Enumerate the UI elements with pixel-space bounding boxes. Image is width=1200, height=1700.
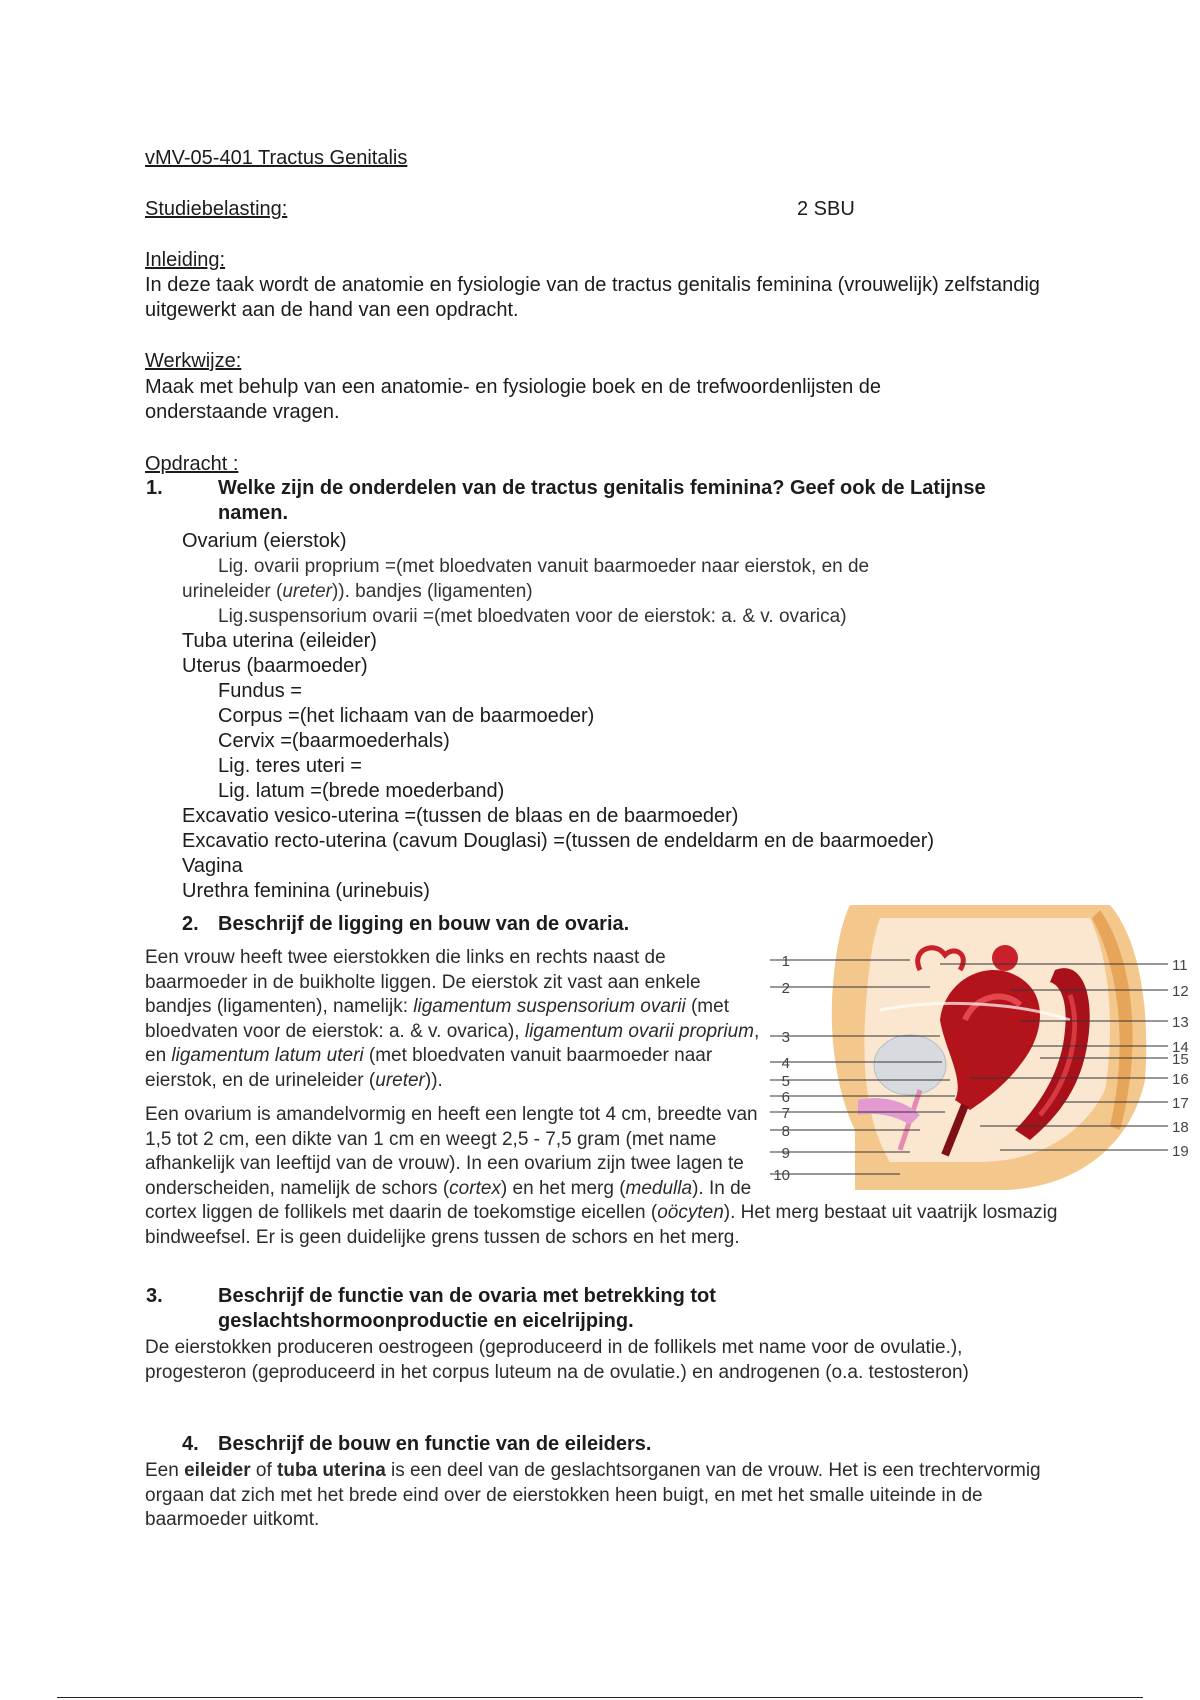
label-11: 11 <box>1172 957 1188 974</box>
footer-rule <box>57 1697 1143 1698</box>
document-title: vMV-05-401 Tractus Genitalis <box>145 147 408 169</box>
opdracht-label: Opdracht : <box>145 453 239 475</box>
item-ovarium: Ovarium (eierstok) <box>182 530 347 552</box>
answer-2-paragraph-2: Een ovarium is amandelvormig en heeft een lengte tot 4 cm, breedte van 1,5 tot 2 cm, een dikte van 1 cm en weegt 2,5 - 7,5 gram (met name afhankelijk van leeftijd van de vrouw). In een ovarium zijn twee lagen te onderscheiden, namelijk de schors (cortex) en het merg (medulla). In de cortex liggen de follikels met daarin de toekomstige eicellen (oöcyten). Het merg bestaat uit vaatrijk losmazig bindweefsel. Er is geen duidelijke grens tussen de schors en het merg. <box>145 1104 1058 1248</box>
item-tuba: Tuba uterina (eileider) <box>182 630 377 652</box>
question-1-number: 1. <box>146 477 163 499</box>
question-2 <box>182 912 629 937</box>
anatomy-figure <box>770 900 1200 1200</box>
question-4 <box>182 1432 651 1457</box>
label-19: 19 <box>1172 1143 1189 1160</box>
label-17: 17 <box>1172 1095 1189 1112</box>
item-cervix: Cervix =(baarmoederhals) <box>218 730 450 752</box>
item-lig-ovarii: Lig. ovarii proprium =(met bloedvaten vanuit baarmoeder naar eierstok, en de urineleider (ureter)). bandjes (ligamenten) <box>182 556 870 602</box>
inleiding-label: Inleiding: <box>145 249 226 271</box>
question-2-number: 2. <box>182 913 199 935</box>
figure-bladder <box>874 1035 946 1095</box>
item-vagina: Vagina <box>182 855 243 877</box>
answer-3: De eierstokken produceren oestrogeen (geproduceerd in de follikels met name voor de ovulatie.), progesteron (geproduceerd in het corpus luteum na de ovulatie.) en androgenen (o.a. testosteron) <box>145 1337 969 1383</box>
label-18: 18 <box>1172 1119 1189 1136</box>
question-1 <box>146 476 1058 526</box>
item-excavatio-recto: Excavatio recto-uterina (cavum Douglasi) =(tussen de endeldarm en de baarmoeder) <box>182 830 935 852</box>
question-3-number: 3. <box>146 1285 163 1307</box>
studiebelasting-label: Studiebelasting: <box>145 198 288 220</box>
item-corpus: Corpus =(het lichaam van de baarmoeder) <box>218 705 595 727</box>
werkwijze-label: Werkwijze: <box>145 350 242 372</box>
label-1: 1 <box>781 953 790 970</box>
item-fundus: Fundus = <box>218 680 302 702</box>
answer-4: Een eileider of tuba uterina is een deel van de geslachtsorganen van de vrouw. Het is een trechtervormig orgaan dat zich met het brede eind over de eierstokken heen buigt, en met het smalle uiteinde in de baarmoeder uitkomt. <box>145 1460 1041 1530</box>
figure-right-labels <box>1172 900 1200 1200</box>
figure-ovary <box>992 945 1018 971</box>
label-12: 12 <box>1172 983 1189 1000</box>
question-3-text: Beschrijf de functie van de ovaria met betrekking tot geslachtshormoonproductie en eicelrijping. <box>218 1285 716 1332</box>
label-5: 5 <box>781 1073 790 1090</box>
label-13: 13 <box>1172 1014 1189 1031</box>
label-7: 7 <box>781 1105 790 1122</box>
label-8: 8 <box>781 1123 790 1140</box>
question-1-text: Welke zijn de onderdelen van de tractus genitalis feminina? Geef ook de Latijnse namen. <box>218 477 986 524</box>
question-4-number: 4. <box>182 1433 199 1455</box>
studiebelasting-value: 2 SBU <box>797 198 855 220</box>
label-15: 15 <box>1172 1051 1189 1068</box>
label-6: 6 <box>781 1089 790 1106</box>
label-9: 9 <box>781 1145 790 1162</box>
item-excavatio-vesico: Excavatio vesico-uterina =(tussen de blaas en de baarmoeder) <box>182 805 739 827</box>
item-uterus: Uterus (baarmoeder) <box>182 655 368 677</box>
label-10: 10 <box>773 1167 790 1184</box>
label-2: 2 <box>781 980 790 997</box>
figure-left-labels <box>770 900 810 1200</box>
label-16: 16 <box>1172 1071 1189 1088</box>
answer-1-list <box>182 529 1082 904</box>
question-2-text: Beschrijf de ligging en bouw van de ovaria. <box>218 913 630 935</box>
item-lig-suspensorium: Lig.suspensorium ovarii =(met bloedvaten voor de eierstok: a. & v. ovarica) <box>218 606 847 627</box>
item-urethra: Urethra feminina (urinebuis) <box>182 880 430 902</box>
inleiding-text: In deze taak wordt de anatomie en fysiologie van de tractus genitalis feminina (vrouwelijk) zelfstandig uitgewerkt aan de hand van een opdracht. <box>145 274 1040 321</box>
label-14: 14 <box>1172 1039 1189 1056</box>
answer-2-paragraph-1: Een vrouw heeft twee eierstokken die links en rechts naast de baarmoeder in de buikholte liggen. De eierstok zit vast aan enkele bandjes (ligamenten), namelijk: ligamentum suspensorium ovarii (met bloedvaten voor de eierstok: a. & v. ovarica), ligamentum ovarii proprium, en ligamentum latum uteri (met bloedvaten vanuit baarmoeder naar eierstok, en de urineleider (ureter)). <box>145 947 760 1091</box>
werkwijze-text: Maak met behulp van een anatomie- en fysiologie boek en de trefwoordenlijsten de onderstaande vragen. <box>145 376 882 423</box>
question-3 <box>146 1284 858 1334</box>
label-3: 3 <box>781 1029 790 1046</box>
item-lig-teres: Lig. teres uteri = <box>218 755 362 777</box>
item-lig-latum: Lig. latum =(brede moederband) <box>218 780 505 802</box>
label-4: 4 <box>781 1055 790 1072</box>
question-4-text: Beschrijf de bouw en functie van de eileiders. <box>218 1433 652 1455</box>
